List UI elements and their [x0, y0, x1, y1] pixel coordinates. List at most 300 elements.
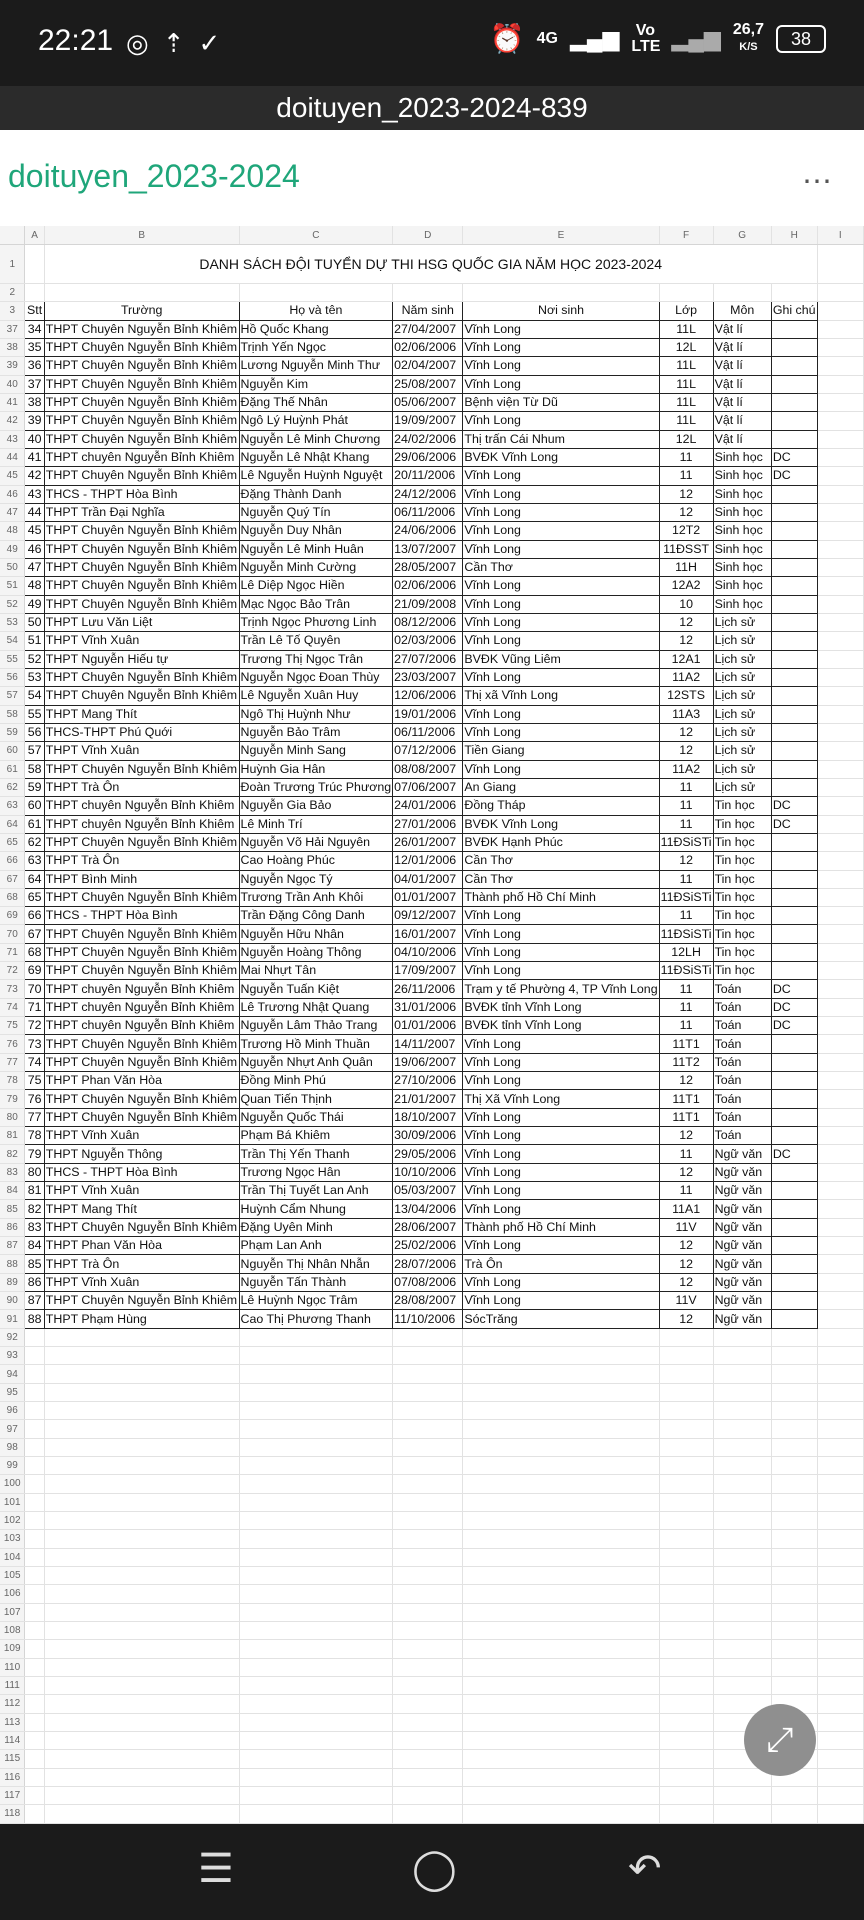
table-cell[interactable]: 67 — [25, 925, 44, 943]
table-cell[interactable]: Thị xã Vĩnh Long — [463, 687, 659, 705]
table-cell[interactable] — [771, 668, 817, 686]
table-cell[interactable] — [771, 723, 817, 741]
table-cell[interactable]: 19/09/2007 — [393, 412, 463, 430]
row-header[interactable]: 42 — [0, 412, 25, 430]
table-cell[interactable]: Sinh học — [713, 503, 771, 521]
table-cell[interactable]: Nguyễn Võ Hải Nguyên — [239, 833, 393, 851]
cell[interactable] — [771, 1658, 817, 1676]
table-cell[interactable]: Vật lí — [713, 357, 771, 375]
row-header[interactable]: 67 — [0, 870, 25, 888]
cell[interactable] — [463, 1402, 659, 1420]
cell[interactable] — [239, 1805, 393, 1823]
table-cell[interactable] — [771, 852, 817, 870]
table-cell[interactable] — [771, 595, 817, 613]
table-cell[interactable]: An Giang — [463, 778, 659, 796]
row-header[interactable]: 98 — [0, 1438, 25, 1456]
table-cell[interactable]: 11ĐSiSTi — [659, 962, 713, 980]
cell[interactable] — [771, 1530, 817, 1548]
cell[interactable] — [817, 1530, 863, 1548]
row-header[interactable]: 77 — [0, 1053, 25, 1071]
table-cell[interactable]: THPT Chuyên Nguyễn Bỉnh Khiêm — [44, 522, 239, 540]
cell[interactable] — [463, 1420, 659, 1438]
table-cell[interactable]: THPT chuyên Nguyễn Bỉnh Khiêm — [44, 797, 239, 815]
cell[interactable] — [25, 245, 44, 284]
cell[interactable] — [817, 1768, 863, 1786]
cell[interactable] — [817, 1218, 863, 1236]
table-cell[interactable]: Nguyễn Tấn Thành — [239, 1273, 393, 1291]
table-cell[interactable]: 11T2 — [659, 1053, 713, 1071]
cell[interactable] — [44, 1603, 239, 1621]
cell[interactable] — [239, 1603, 393, 1621]
cell[interactable] — [713, 284, 771, 302]
table-cell[interactable] — [771, 613, 817, 631]
table-cell[interactable]: Vật lí — [713, 393, 771, 411]
cell[interactable] — [239, 1548, 393, 1566]
table-cell[interactable] — [771, 833, 817, 851]
table-cell[interactable]: THPT Chuyên Nguyễn Bỉnh Khiêm — [44, 925, 239, 943]
table-cell[interactable]: 12 — [659, 742, 713, 760]
table-cell[interactable]: Nguyễn Minh Sang — [239, 742, 393, 760]
cell[interactable] — [817, 723, 863, 741]
table-cell[interactable]: Ngữ văn — [713, 1255, 771, 1273]
table-cell[interactable] — [771, 558, 817, 576]
cell[interactable] — [817, 1108, 863, 1126]
cell[interactable] — [44, 1475, 239, 1493]
table-cell[interactable]: BVĐK Vũng Liêm — [463, 650, 659, 668]
table-cell[interactable]: Ngữ văn — [713, 1163, 771, 1181]
table-cell[interactable]: 42 — [25, 467, 44, 485]
cell[interactable] — [393, 1713, 463, 1731]
table-cell[interactable]: Đồng Tháp — [463, 797, 659, 815]
table-cell[interactable] — [771, 393, 817, 411]
cell[interactable] — [25, 1383, 44, 1401]
table-cell[interactable]: Sinh học — [713, 540, 771, 558]
table-cell[interactable]: 82 — [25, 1200, 44, 1218]
table-cell[interactable]: 12 — [659, 1072, 713, 1090]
table-cell[interactable]: Phạm Bá Khiêm — [239, 1127, 393, 1145]
table-cell[interactable] — [771, 687, 817, 705]
cell[interactable] — [659, 1548, 713, 1566]
table-cell[interactable]: THPT Mang Thít — [44, 705, 239, 723]
table-cell[interactable]: Lê Huỳnh Ngọc Trâm — [239, 1292, 393, 1310]
cell[interactable] — [817, 1475, 863, 1493]
column-header[interactable]: C — [239, 226, 393, 245]
table-cell[interactable]: THPT Chuyên Nguyễn Bỉnh Khiêm — [44, 577, 239, 595]
table-cell[interactable] — [771, 540, 817, 558]
cell[interactable] — [817, 1402, 863, 1420]
cell[interactable] — [44, 1457, 239, 1475]
cell[interactable] — [659, 1805, 713, 1823]
cell[interactable] — [817, 907, 863, 925]
table-cell[interactable]: Trần Lê Tố Quyên — [239, 632, 393, 650]
cell[interactable] — [25, 1603, 44, 1621]
cell[interactable] — [817, 1145, 863, 1163]
cell[interactable] — [817, 1347, 863, 1365]
cell[interactable] — [239, 1347, 393, 1365]
table-cell[interactable]: 51 — [25, 632, 44, 650]
table-cell[interactable]: Thành phố Hồ Chí Minh — [463, 888, 659, 906]
cell[interactable] — [817, 1200, 863, 1218]
table-cell[interactable]: BVĐK Vĩnh Long — [463, 448, 659, 466]
table-cell[interactable]: 62 — [25, 833, 44, 851]
table-cell[interactable]: 37 — [25, 375, 44, 393]
table-cell[interactable]: THPT Chuyên Nguyễn Bỉnh Khiêm — [44, 888, 239, 906]
row-header[interactable]: 109 — [0, 1640, 25, 1658]
cell[interactable] — [463, 1658, 659, 1676]
table-cell[interactable]: 21/01/2007 — [393, 1090, 463, 1108]
cell[interactable] — [393, 1750, 463, 1768]
table-cell[interactable]: 11L — [659, 320, 713, 338]
table-cell[interactable]: 31/01/2006 — [393, 998, 463, 1016]
table-cell[interactable]: Đặng Uyên Minh — [239, 1218, 393, 1236]
table-cell[interactable] — [771, 632, 817, 650]
table-cell[interactable]: Ngữ văn — [713, 1237, 771, 1255]
table-cell[interactable]: 79 — [25, 1145, 44, 1163]
cell[interactable] — [817, 1438, 863, 1456]
table-cell[interactable]: Đoàn Trương Trúc Phương — [239, 778, 393, 796]
row-header[interactable]: 81 — [0, 1127, 25, 1145]
table-cell[interactable]: 12 — [659, 613, 713, 631]
table-cell[interactable]: Lê Trương Nhật Quang — [239, 998, 393, 1016]
table-header-cell[interactable]: Họ và tên — [239, 302, 393, 320]
cell[interactable] — [713, 1475, 771, 1493]
cell[interactable] — [817, 1676, 863, 1694]
table-cell[interactable]: Vĩnh Long — [463, 1053, 659, 1071]
cell[interactable] — [817, 1658, 863, 1676]
cell[interactable] — [239, 1640, 393, 1658]
table-cell[interactable]: 12 — [659, 1163, 713, 1181]
row-header[interactable]: 101 — [0, 1493, 25, 1511]
table-cell[interactable]: Toán — [713, 1017, 771, 1035]
cell[interactable] — [817, 1420, 863, 1438]
table-cell[interactable]: 23/03/2007 — [393, 668, 463, 686]
cell[interactable] — [25, 1328, 44, 1346]
row-header[interactable]: 92 — [0, 1328, 25, 1346]
table-cell[interactable]: BVĐK tỉnh Vĩnh Long — [463, 1017, 659, 1035]
cell[interactable] — [393, 1347, 463, 1365]
cell[interactable] — [817, 448, 863, 466]
table-cell[interactable]: 12A2 — [659, 577, 713, 595]
table-cell[interactable]: 41 — [25, 448, 44, 466]
cell[interactable] — [393, 1585, 463, 1603]
cell[interactable] — [463, 1347, 659, 1365]
table-cell[interactable]: Vĩnh Long — [463, 1072, 659, 1090]
cell[interactable] — [393, 1566, 463, 1584]
column-header[interactable]: B — [44, 226, 239, 245]
row-header[interactable]: 71 — [0, 943, 25, 961]
table-cell[interactable]: Vĩnh Long — [463, 595, 659, 613]
cell[interactable] — [44, 1786, 239, 1804]
cell[interactable] — [44, 1640, 239, 1658]
table-cell[interactable]: Tin học — [713, 925, 771, 943]
cell[interactable] — [44, 1347, 239, 1365]
row-header[interactable]: 100 — [0, 1475, 25, 1493]
table-cell[interactable]: Vật lí — [713, 320, 771, 338]
cell[interactable] — [817, 943, 863, 961]
table-cell[interactable]: 49 — [25, 595, 44, 613]
table-cell[interactable]: 02/06/2006 — [393, 577, 463, 595]
table-cell[interactable]: THPT Trà Ôn — [44, 1255, 239, 1273]
table-cell[interactable]: Sinh học — [713, 577, 771, 595]
table-cell[interactable]: 34 — [25, 320, 44, 338]
cell[interactable] — [771, 1402, 817, 1420]
table-cell[interactable]: Trương Trần Anh Khôi — [239, 888, 393, 906]
cell[interactable] — [817, 687, 863, 705]
row-header[interactable]: 89 — [0, 1273, 25, 1291]
table-cell[interactable]: Đặng Thành Danh — [239, 485, 393, 503]
table-cell[interactable]: 36 — [25, 357, 44, 375]
table-cell[interactable]: Trịnh Yến Ngọc — [239, 338, 393, 356]
cell[interactable] — [713, 1365, 771, 1383]
table-cell[interactable]: Trà Ôn — [463, 1255, 659, 1273]
cell[interactable] — [463, 1621, 659, 1639]
table-cell[interactable]: Lê Nguyễn Xuân Huy — [239, 687, 393, 705]
table-cell[interactable] — [771, 430, 817, 448]
cell[interactable] — [659, 1786, 713, 1804]
table-cell[interactable]: 10 — [659, 595, 713, 613]
table-cell[interactable]: THPT Nguyễn Thông — [44, 1145, 239, 1163]
cell[interactable] — [393, 1768, 463, 1786]
cell[interactable] — [463, 1713, 659, 1731]
table-cell[interactable]: Nguyễn Kim — [239, 375, 393, 393]
row-header[interactable]: 83 — [0, 1163, 25, 1181]
cell[interactable] — [44, 1511, 239, 1529]
cell[interactable] — [817, 833, 863, 851]
table-cell[interactable]: THPT Chuyên Nguyễn Bỉnh Khiêm — [44, 943, 239, 961]
cell[interactable] — [713, 1585, 771, 1603]
table-cell[interactable] — [771, 1053, 817, 1071]
table-cell[interactable]: 71 — [25, 998, 44, 1016]
spreadsheet-grid[interactable] — [0, 226, 864, 1824]
table-cell[interactable]: DC — [771, 815, 817, 833]
cell[interactable] — [771, 1621, 817, 1639]
row-header[interactable]: 99 — [0, 1457, 25, 1475]
table-cell[interactable]: Tin học — [713, 870, 771, 888]
cell[interactable] — [659, 1530, 713, 1548]
table-cell[interactable]: 26/11/2006 — [393, 980, 463, 998]
table-cell[interactable]: THPT Vĩnh Xuân — [44, 1127, 239, 1145]
table-cell[interactable]: 74 — [25, 1053, 44, 1071]
cell[interactable] — [713, 1786, 771, 1804]
table-cell[interactable] — [771, 1292, 817, 1310]
cell[interactable] — [659, 1511, 713, 1529]
table-cell[interactable]: Nguyễn Ngọc Tý — [239, 870, 393, 888]
cell[interactable] — [659, 1695, 713, 1713]
cell[interactable] — [659, 1493, 713, 1511]
cell[interactable] — [817, 503, 863, 521]
table-cell[interactable]: DC — [771, 448, 817, 466]
cell[interactable] — [817, 1585, 863, 1603]
table-cell[interactable]: THPT Chuyên Nguyễn Bỉnh Khiêm — [44, 833, 239, 851]
table-cell[interactable] — [771, 1255, 817, 1273]
table-cell[interactable]: THPT chuyên Nguyễn Bỉnh Khiêm — [44, 1017, 239, 1035]
table-cell[interactable]: Toán — [713, 998, 771, 1016]
cell[interactable] — [239, 1402, 393, 1420]
cell[interactable] — [463, 1695, 659, 1713]
cell[interactable] — [393, 1658, 463, 1676]
table-cell[interactable]: THPT Chuyên Nguyễn Bỉnh Khiêm — [44, 1292, 239, 1310]
table-cell[interactable]: Vĩnh Long — [463, 338, 659, 356]
cell[interactable] — [463, 1603, 659, 1621]
cell[interactable] — [817, 1713, 863, 1731]
table-cell[interactable]: 39 — [25, 412, 44, 430]
table-cell[interactable]: 05/06/2007 — [393, 393, 463, 411]
table-cell[interactable]: 07/08/2006 — [393, 1273, 463, 1291]
row-header[interactable]: 79 — [0, 1090, 25, 1108]
table-cell[interactable]: 12T2 — [659, 522, 713, 540]
cell[interactable] — [771, 1786, 817, 1804]
table-cell[interactable]: 80 — [25, 1163, 44, 1181]
table-cell[interactable]: THPT Phan Văn Hòa — [44, 1072, 239, 1090]
table-cell[interactable]: Tin học — [713, 888, 771, 906]
cell[interactable] — [659, 1438, 713, 1456]
table-cell[interactable]: 16/01/2007 — [393, 925, 463, 943]
table-cell[interactable]: 24/02/2006 — [393, 430, 463, 448]
cell[interactable] — [817, 375, 863, 393]
expand-icon[interactable]: ⤢ — [744, 1704, 816, 1776]
table-cell[interactable]: Vật lí — [713, 338, 771, 356]
cell[interactable] — [25, 1805, 44, 1823]
cell[interactable] — [463, 1585, 659, 1603]
row-header[interactable]: 45 — [0, 467, 25, 485]
row-header[interactable]: 53 — [0, 613, 25, 631]
row-header[interactable]: 103 — [0, 1530, 25, 1548]
table-cell[interactable]: Vật lí — [713, 412, 771, 430]
cell[interactable] — [817, 1731, 863, 1749]
table-cell[interactable]: 11A1 — [659, 1200, 713, 1218]
table-cell[interactable]: THPT Bình Minh — [44, 870, 239, 888]
row-header[interactable]: 56 — [0, 668, 25, 686]
cell[interactable] — [771, 1347, 817, 1365]
table-cell[interactable]: Nguyễn Quốc Thái — [239, 1108, 393, 1126]
row-header[interactable]: 85 — [0, 1200, 25, 1218]
table-cell[interactable]: Vĩnh Long — [463, 723, 659, 741]
cell[interactable] — [25, 1347, 44, 1365]
cell[interactable] — [713, 1328, 771, 1346]
table-cell[interactable]: 55 — [25, 705, 44, 723]
table-cell[interactable]: THPT Chuyên Nguyễn Bỉnh Khiêm — [44, 430, 239, 448]
more-options-icon[interactable]: ⋯ — [802, 165, 834, 198]
cell[interactable] — [817, 1035, 863, 1053]
cell[interactable] — [771, 1493, 817, 1511]
table-cell[interactable]: Vĩnh Long — [463, 1200, 659, 1218]
table-cell[interactable]: Tin học — [713, 907, 771, 925]
cell[interactable] — [659, 1585, 713, 1603]
table-cell[interactable]: Toán — [713, 1072, 771, 1090]
table-cell[interactable]: Vĩnh Long — [463, 412, 659, 430]
table-cell[interactable]: 11A2 — [659, 668, 713, 686]
table-cell[interactable]: 54 — [25, 687, 44, 705]
cell[interactable] — [463, 1676, 659, 1694]
cell[interactable] — [393, 1475, 463, 1493]
table-cell[interactable]: Nguyễn Ngọc Đoan Thùy — [239, 668, 393, 686]
table-cell[interactable]: Bệnh viện Từ Dũ — [463, 393, 659, 411]
cell[interactable] — [817, 1621, 863, 1639]
table-cell[interactable]: 12 — [659, 1127, 713, 1145]
cell[interactable] — [817, 1053, 863, 1071]
table-cell[interactable]: 11 — [659, 1182, 713, 1200]
table-cell[interactable]: Mai Nhựt Tân — [239, 962, 393, 980]
table-cell[interactable]: 28/05/2007 — [393, 558, 463, 576]
cell[interactable] — [463, 1511, 659, 1529]
cell[interactable] — [463, 1383, 659, 1401]
row-header[interactable]: 39 — [0, 357, 25, 375]
table-cell[interactable]: Vĩnh Long — [463, 925, 659, 943]
table-cell[interactable] — [771, 907, 817, 925]
cell[interactable] — [771, 1548, 817, 1566]
cell[interactable] — [44, 1750, 239, 1768]
cell[interactable] — [25, 1530, 44, 1548]
table-cell[interactable]: Lịch sử — [713, 760, 771, 778]
table-cell[interactable]: 12 — [659, 485, 713, 503]
row-header[interactable]: 47 — [0, 503, 25, 521]
cell[interactable] — [239, 1438, 393, 1456]
cell[interactable] — [817, 412, 863, 430]
table-cell[interactable]: Nguyễn Gia Bảo — [239, 797, 393, 815]
row-header[interactable]: 108 — [0, 1621, 25, 1639]
table-cell[interactable]: Vĩnh Long — [463, 1163, 659, 1181]
table-cell[interactable]: 01/01/2006 — [393, 1017, 463, 1035]
cell[interactable] — [44, 1585, 239, 1603]
table-cell[interactable]: Trần Thị Yến Thanh — [239, 1145, 393, 1163]
cell[interactable] — [393, 1695, 463, 1713]
table-cell[interactable]: 12/06/2006 — [393, 687, 463, 705]
table-cell[interactable] — [771, 357, 817, 375]
cell[interactable] — [771, 1640, 817, 1658]
cell[interactable] — [713, 1621, 771, 1639]
table-cell[interactable]: Vĩnh Long — [463, 668, 659, 686]
row-header[interactable]: 2 — [0, 284, 25, 302]
cell[interactable] — [44, 1731, 239, 1749]
table-cell[interactable]: Đồng Minh Phú — [239, 1072, 393, 1090]
cell[interactable] — [239, 1713, 393, 1731]
cell[interactable] — [817, 1365, 863, 1383]
row-header[interactable]: 61 — [0, 760, 25, 778]
table-cell[interactable]: DC — [771, 980, 817, 998]
row-header[interactable]: 50 — [0, 558, 25, 576]
table-cell[interactable]: 11 — [659, 907, 713, 925]
cell[interactable] — [463, 1640, 659, 1658]
table-cell[interactable]: THPT Chuyên Nguyễn Bỉnh Khiêm — [44, 412, 239, 430]
table-cell[interactable]: 11H — [659, 558, 713, 576]
table-cell[interactable]: Nguyễn Lê Nhật Khang — [239, 448, 393, 466]
cell[interactable] — [25, 1365, 44, 1383]
cell[interactable] — [817, 1237, 863, 1255]
table-cell[interactable]: 66 — [25, 907, 44, 925]
cell[interactable] — [393, 1511, 463, 1529]
cell[interactable] — [817, 1072, 863, 1090]
table-cell[interactable] — [771, 650, 817, 668]
table-cell[interactable]: THPT chuyên Nguyễn Bỉnh Khiêm — [44, 448, 239, 466]
cell[interactable] — [713, 1420, 771, 1438]
row-header[interactable]: 51 — [0, 577, 25, 595]
column-header[interactable]: I — [817, 226, 863, 245]
table-cell[interactable] — [771, 1237, 817, 1255]
cell[interactable] — [659, 1768, 713, 1786]
table-cell[interactable]: Lịch sử — [713, 778, 771, 796]
table-cell[interactable]: Vĩnh Long — [463, 632, 659, 650]
table-cell[interactable]: 29/06/2006 — [393, 448, 463, 466]
table-cell[interactable]: THPT Chuyên Nguyễn Bỉnh Khiêm — [44, 320, 239, 338]
table-cell[interactable]: 12 — [659, 1273, 713, 1291]
row-header[interactable]: 69 — [0, 907, 25, 925]
cell[interactable] — [463, 1731, 659, 1749]
cell[interactable] — [817, 962, 863, 980]
cell[interactable] — [463, 1493, 659, 1511]
table-cell[interactable]: 70 — [25, 980, 44, 998]
cell[interactable] — [817, 302, 863, 320]
row-header[interactable]: 80 — [0, 1108, 25, 1126]
